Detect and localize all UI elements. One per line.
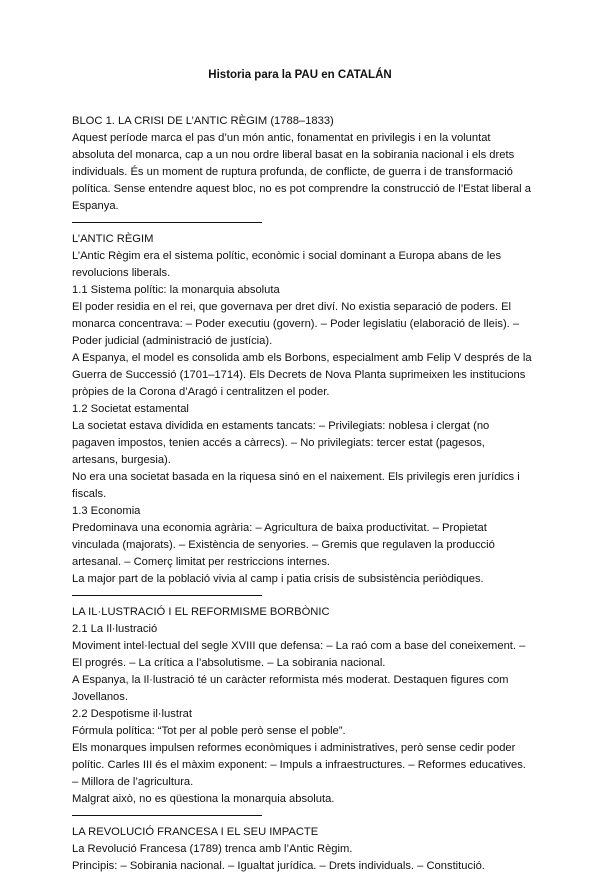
subsection-2-1-paragraph: Moviment intel·lectual del segle XVIII que defensa: – La raó com a base del coneixement. – El progrés. – La crítica a l’absolutisme. – La sobirania nacional. xyxy=(72,640,526,669)
subsection-2-2-paragraph: Els monarques impulsen reformes econòmiques i administratives, però sense cedir poder polític. Carles III és el màxim exponent: – Impuls a infraestructures. – Reformes educatives. – Millora de l’agricultura. xyxy=(72,742,526,788)
section-divider xyxy=(72,222,262,223)
subsection-1-2-paragraph: La societat estava dividida en estaments tancats: – Privilegiats: noblesa i clergat (no pagaven impostos, tenien accés a càrrecs). – No privilegiats: tercer estat (pagesos, artesans, burgesia). xyxy=(72,420,490,466)
bloc1-heading: BLOC 1. LA CRISI DE L’ANTIC RÈGIM (1788–1833) xyxy=(72,115,334,127)
bloc1-intro: Aquest període marca el pas d’un món antic, fonamentat en privilegis i en la voluntat absoluta del monarca, cap a un nou ordre liberal basat en la sobirania nacional i els drets individuals. És un moment de ruptura profunda, de conflicte, de guerra i de transformació política. Sense entendre aquest bloc, no es pot comprendre la construcció de l’Estat liberal a Espanya. xyxy=(72,132,531,212)
revolucio-heading: LA REVOLUCIÓ FRANCESA I EL SEU IMPACTE xyxy=(72,826,319,838)
subsection-2-1-title: 2.1 La Il·lustració xyxy=(72,623,158,635)
antic-regim-heading: L’ANTIC RÈGIM xyxy=(72,233,154,245)
document-body xyxy=(72,113,532,875)
revolucio-paragraph: La Revolució Francesa (1789) trenca amb l’Antic Règim. xyxy=(72,843,353,855)
document-title: Historia para la PAU en CATALÁN xyxy=(208,69,392,81)
subsection-2-2-paragraph: Fórmula política: “Tot per al poble però sense el poble”. xyxy=(72,725,346,737)
subsection-2-2-paragraph: Malgrat això, no es qüestiona la monarquia absoluta. xyxy=(72,793,335,805)
subsection-1-3-title: 1.3 Economia xyxy=(72,505,141,517)
revolucio-paragraph: Principis: – Sobirania nacional. – Igualtat jurídica. – Drets individuals. – Constitució. xyxy=(72,860,485,872)
subsection-1-1-paragraph: A Espanya, el model es consolida amb els Borbons, especialment amb Felip V després de la Guerra de Successió (1701–1714). Els Decrets de Nova Planta suprimeixen les institucions pròpies de la Corona d’Aragó i centralitzen el poder. xyxy=(72,352,532,398)
subsection-1-2-paragraph: No era una societat basada en la riquesa sinó en el naixement. Els privilegis eren jurídics i fiscals. xyxy=(72,471,520,500)
subsection-2-1-paragraph: A Espanya, la Il·lustració té un caràcter reformista més moderat. Destaquen figures com Jovellanos. xyxy=(72,674,509,703)
subsection-1-3-paragraph: Predominava una economia agrària: – Agricultura de baixa productivitat. – Propietat vinculada (majorats). – Existència de senyories. – Gremis que regulaven la producció artesanal. – Comerç limitat per restriccions internes. xyxy=(72,522,495,568)
subsection-1-2-title: 1.2 Societat estamental xyxy=(72,403,189,415)
illustracio-heading: LA IL·LUSTRACIÓ I EL REFORMISME BORBÒNIC xyxy=(72,606,330,618)
subsection-1-3-paragraph: La major part de la població vivia al camp i patia crisis de subsistència periòdiques. xyxy=(72,573,484,585)
subsection-1-1-paragraph: El poder residia en el rei, que governava per dret diví. No existia separació de poders. El monarca concentrava: – Poder executiu (govern). – Poder legislatiu (elaboració de lleis). – Poder judicial (administració de justícia). xyxy=(72,301,520,347)
section-divider xyxy=(72,595,262,596)
subsection-2-2-title: 2.2 Despotisme il·lustrat xyxy=(72,708,192,720)
subsection-1-1-title: 1.1 Sistema polític: la monarquia absoluta xyxy=(72,284,280,296)
section-divider xyxy=(72,815,262,816)
antic-regim-intro: L’Antic Règim era el sistema polític, econòmic i social dominant a Europa abans de les revolucions liberals. xyxy=(72,250,502,279)
